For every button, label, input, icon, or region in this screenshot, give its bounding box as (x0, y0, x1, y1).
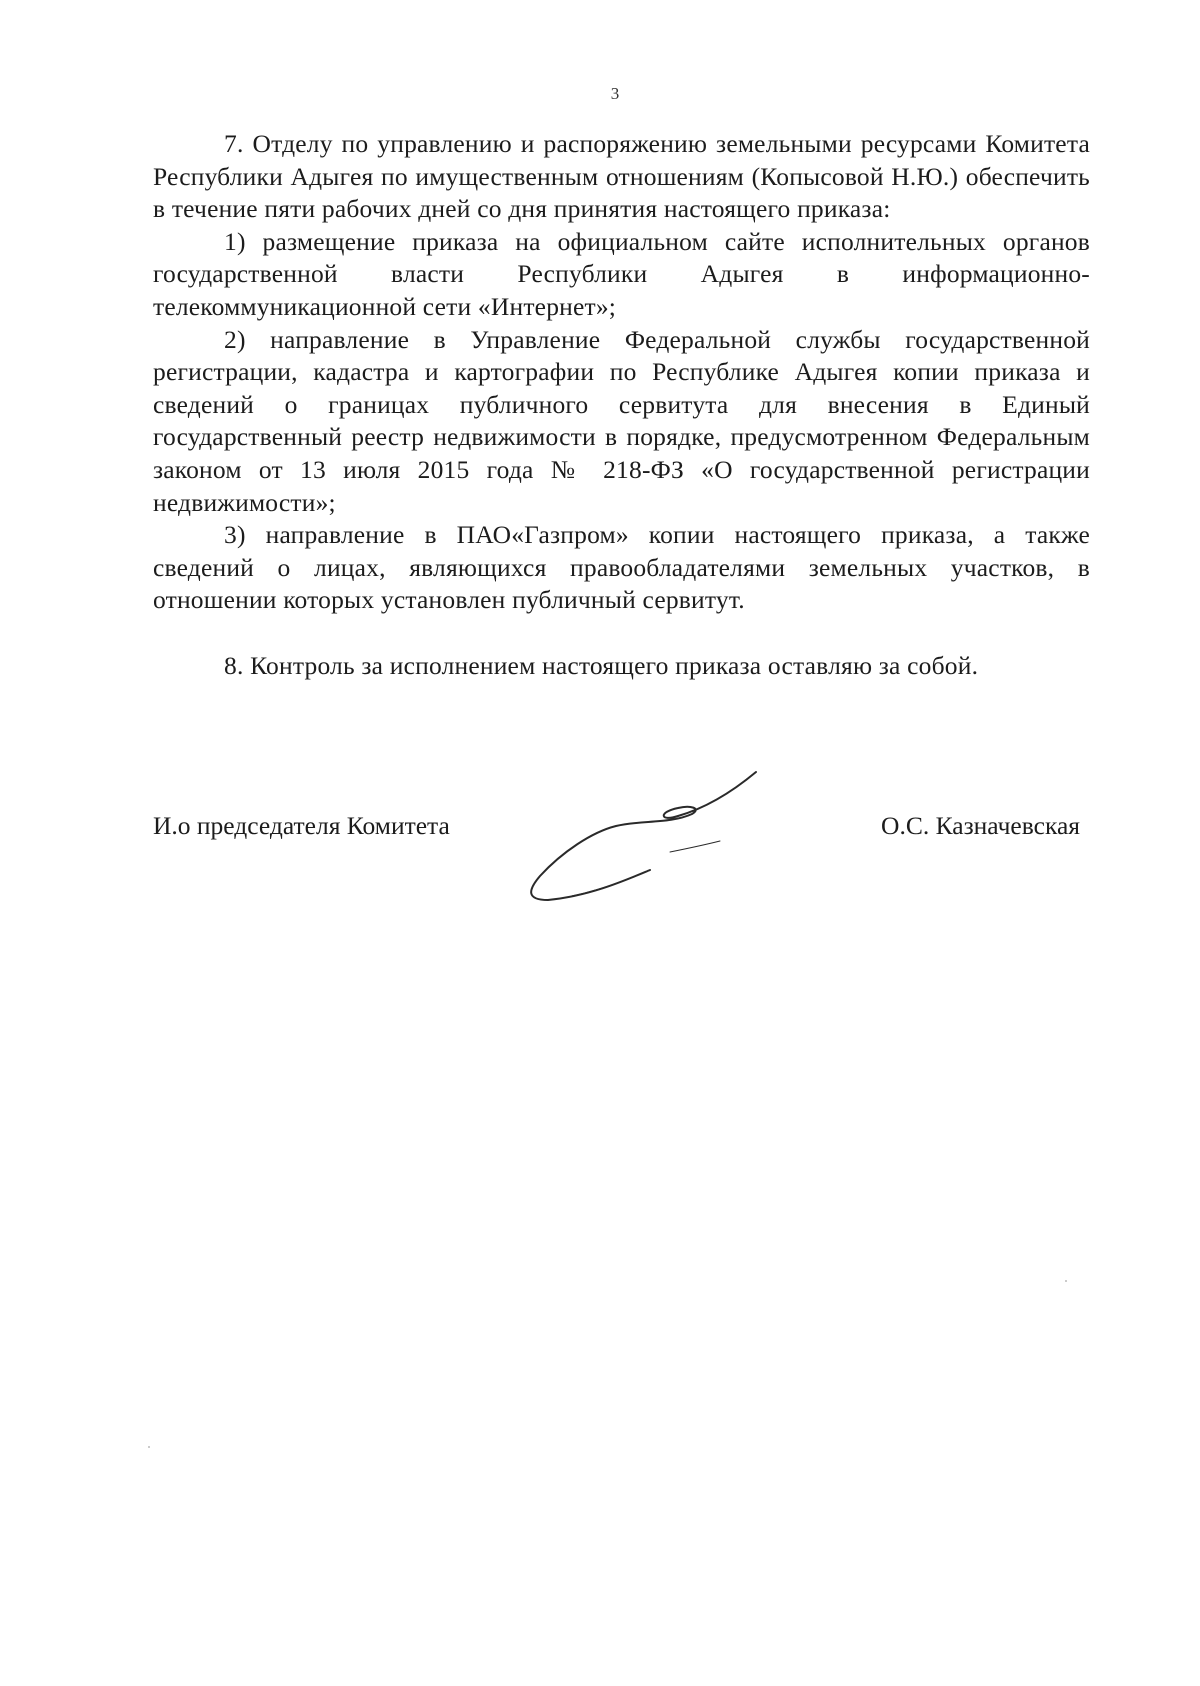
scan-speck (1065, 1280, 1067, 1282)
paragraph-item-8: 8. Контроль за исполнением настоящего приказа оставляю за собой. (224, 650, 979, 680)
handwritten-signature (520, 760, 830, 910)
scan-speck (148, 1446, 150, 1448)
signatory-title: И.о председателя Комитета (153, 811, 450, 840)
paragraph-item-7-1: 1) размещение приказа на официальном сайте исполнительных органов государственной власти Республики Адыгея в информационно-телекоммуникационной сети «Интернет»; (153, 226, 1090, 321)
signatory-name: О.С. Казначевская (881, 811, 1080, 840)
document-body (153, 128, 1090, 683)
paragraph-item-7-3: 3) направление в ПАО«Газпром» копии настоящего приказа, а также сведений о лицах, являющихся правообладателями земельных участков, в отношении которых установлен публичный сервитут. (153, 520, 1090, 615)
page-number: 3 (610, 84, 620, 103)
paragraph-item-7-2: 2) направление в Управление Федеральной службы государственной регистрации, кадастра и картографии по Республике Адыгея копии приказа и сведений о границах публичного сервитута для внесения в Единый государственный реестр недвижимости в порядке, предусмотренном Федеральным законом от 13 июля 2015 года № 218-ФЗ «О государственной регистрации недвижимости»; (153, 324, 1090, 517)
paragraph-item-7: 7. Отделу по управлению и распоряжению земельными ресурсами Комитета Республики Адыгея по имущественным отношениям (Копысовой Н.Ю.) обеспечить в течение пяти рабочих дней со дня принятия настоящего приказа: (153, 129, 1090, 224)
